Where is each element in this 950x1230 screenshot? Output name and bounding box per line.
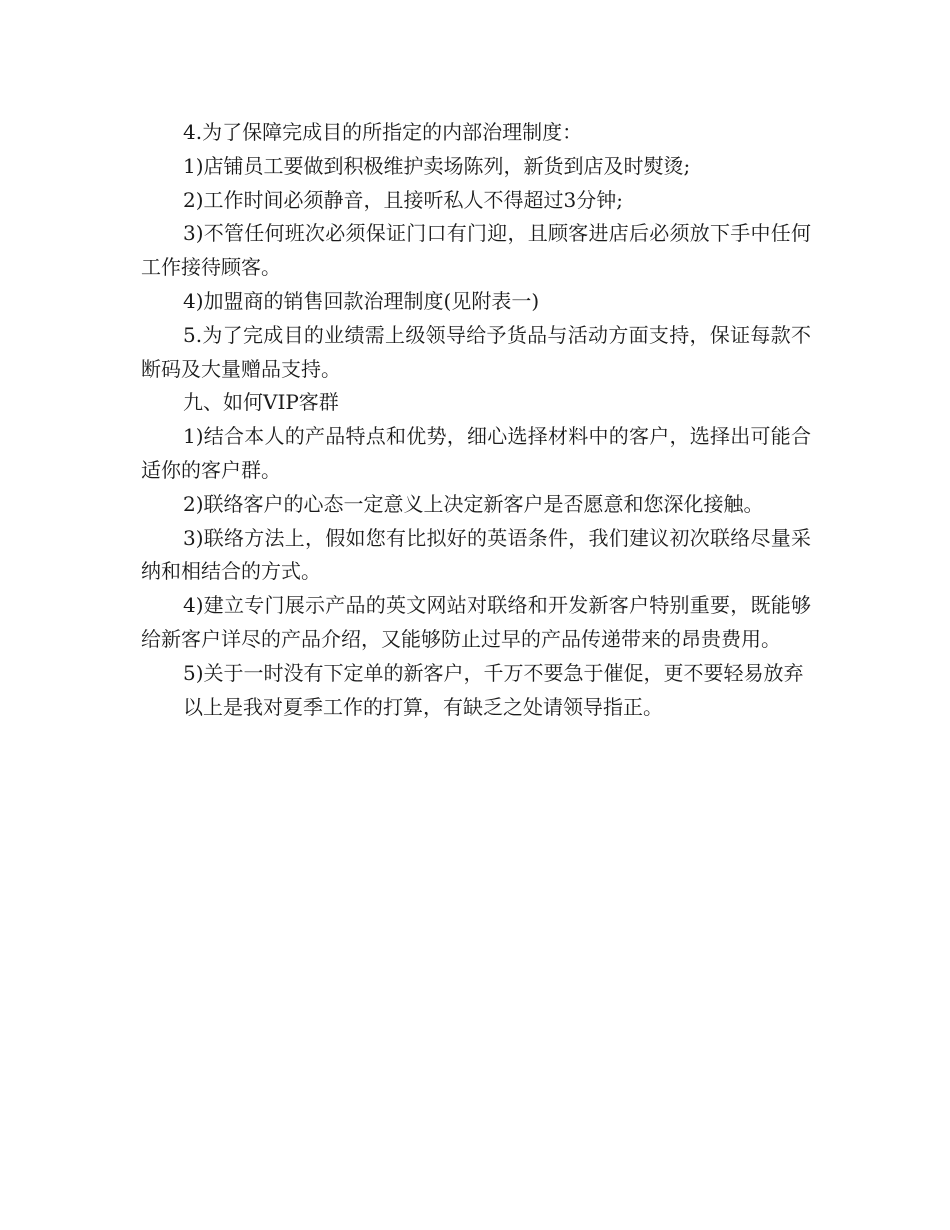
- paragraph-vip-method: 3)联络方法上，假如您有比拟好的英语条件，我们建议初次联络尽量采纳和相结合的方式。: [141, 525, 811, 584]
- paragraph-vip-select: 1)结合本人的产品特点和优势，细心选择材料中的客户，选择出可能合适你的客户群。: [141, 424, 811, 482]
- paragraph-rule-display: 1)店铺员工要做到积极维护卖场陈列，新货到店及时熨烫;: [183, 153, 691, 178]
- paragraph-vip-website: 4)建立专门展示产品的英文网站对联络和开发新客户特别重要，既能够给新客户详尽的产品介绍，又能够防止过早的产品传递带来的昂贵费用。: [141, 593, 811, 651]
- paragraph-support-request: 5.为了完成目的业绩需上级领导给予货品与活动方面支持，保证每款不断码及大量赠品支持。: [141, 322, 811, 381]
- paragraph-rule-silence: 2)工作时间必须静音，且接听私人不得超过3分钟;: [183, 187, 623, 212]
- paragraph-internal-rules-heading: 4.为了保障完成目的所指定的内部治理制度：: [183, 120, 583, 144]
- section-heading-vip: 九、如何VIP客群: [183, 390, 339, 415]
- paragraph-closing: 以上是我对夏季工作的打算，有缺乏之处请领导指正。: [183, 694, 663, 719]
- paragraph-rule-franchise: 4)加盟商的销售回款治理制度(见附表一): [183, 288, 540, 313]
- document-body: [141, 116, 811, 724]
- paragraph-rule-greeter: 3)不管任何班次必须保证门口有门迎，且顾客进店后必须放下手中任何工作接待顾客。: [141, 221, 811, 280]
- paragraph-vip-patience: 5)关于一时没有下定单的新客户，千万不要急于催促，更不要轻易放弃: [183, 660, 804, 685]
- paragraph-vip-attitude: 2)联络客户的心态一定意义上决定新客户是否愿意和您深化接触。: [183, 491, 764, 516]
